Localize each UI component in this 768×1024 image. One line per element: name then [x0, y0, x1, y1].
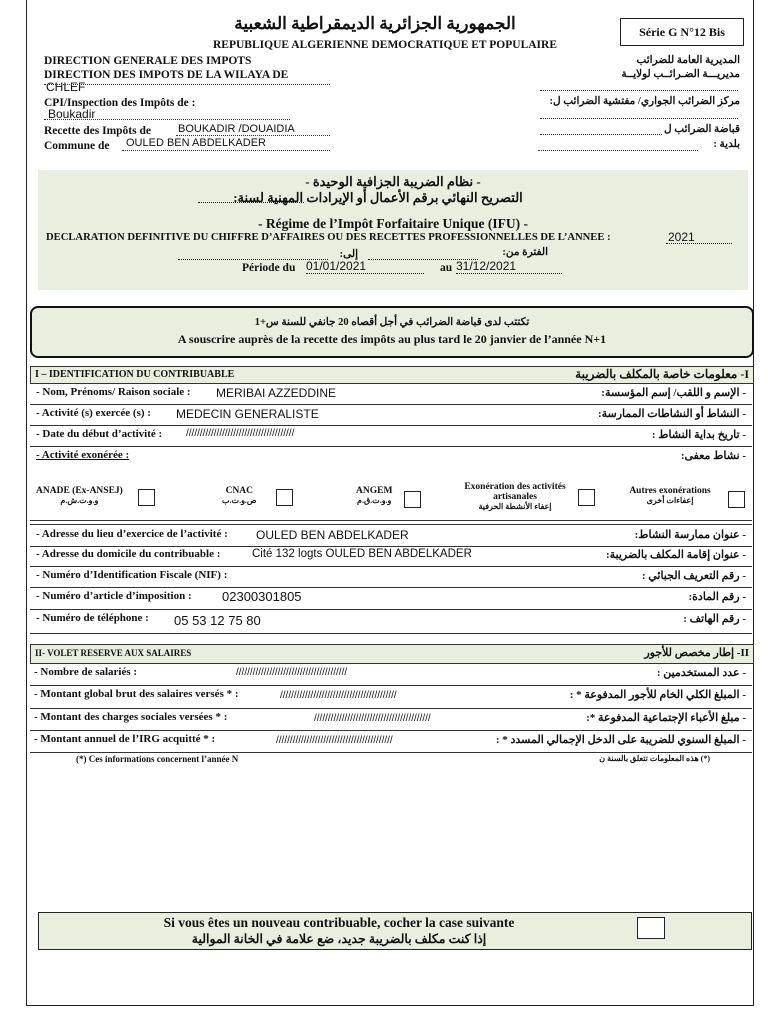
ar-republic-title: الجمهورية الجزائرية الديمقراطية الشعبية — [234, 14, 516, 33]
row-irg — [30, 730, 752, 753]
adresse-activite-label: - Adresse du lieu d’exercice de l’activité : — [36, 528, 228, 540]
fr-republic-title: REPUBLIQUE ALGERIENNE DEMOCRATIQUE ET POPULAIRE — [213, 39, 557, 51]
exo-cnac — [222, 486, 257, 505]
section2-title-fr: II- VOLET RESERVE AUX SALAIRES — [35, 648, 192, 658]
adresse-activite-ar-label: - عنوان ممارسة النشاط: — [634, 529, 746, 541]
row-exoneree — [30, 446, 752, 521]
exo-artisanales-label: Exonération des activités artisanales — [464, 482, 566, 502]
activite-value[interactable]: MEDECIN GENERALISTE — [176, 407, 319, 421]
dgi-ar-line: المديرية العامة للضرائب — [636, 55, 740, 66]
section1-title-fr: I – IDENTIFICATION DU CONTRIBUABLE — [35, 369, 235, 380]
activite-label: - Activité (s) exercée (s) : — [36, 407, 151, 419]
section2-note-ar: (*) هذه المعلومات تتعلق بالسنة ن — [599, 754, 710, 763]
article-ar-label: - رقم المادة: — [688, 591, 746, 603]
notice-fr: A souscrire auprès de la recette des impôts au plus tard le 20 janvier de l’année N+1 — [177, 332, 607, 346]
section1-header — [30, 366, 754, 384]
nif-label: - Numéro d’Identification Fiscale (NIF) : — [36, 569, 228, 581]
irg-label: - Montant annuel de l’IRG acquitté * : — [34, 733, 216, 745]
telephone-ar-label: - رقم الهاتف : — [683, 613, 746, 625]
salaries-label: - Nombre de salariés : — [34, 666, 138, 678]
telephone-label: - Numéro de téléphone : — [36, 612, 149, 624]
activite-ar-label: - النشاط أو النشاطات الممارسة: — [597, 408, 746, 420]
nom-label: - Nom, Prénoms/ Raison sociale : — [36, 386, 191, 398]
new-contributor-ar: إذا كنت مكلف بالضريبة جديد، ضع علامة في الخانة الموالية — [191, 932, 487, 946]
salaires-bruts-ar-label: - المبلغ الكلي الخام للأجور المدفوعة * : — [569, 689, 746, 701]
serie-badge: Série G N°12 Bis — [620, 18, 744, 46]
row-adresse-domicile — [30, 545, 752, 567]
row-date-debut — [30, 425, 752, 447]
row-salaries — [30, 663, 752, 686]
dgi-line: DIRECTION GENERALE DES IMPOTS — [44, 55, 252, 67]
period-to-value[interactable]: 31/12/2021 — [456, 259, 517, 273]
header-right-block — [520, 54, 740, 82]
exo-anade-checkbox[interactable] — [138, 489, 155, 506]
wilaya-value[interactable]: CHLEF — [46, 80, 86, 94]
commune-ar-dotted — [538, 150, 698, 151]
irg-ar-label: - المبلغ السنوي للضريبة على الدخل الإجمالي المسدد * : — [495, 734, 746, 746]
exo-angem-label: ANGEM — [356, 486, 393, 496]
telephone-value[interactable]: 05 53 12 75 80 — [174, 613, 261, 628]
cpi-dotted-line — [44, 119, 290, 120]
exo-artisanales-checkbox[interactable] — [578, 489, 595, 506]
recette-value[interactable]: BOUKADIR /DOUAIDIA — [178, 123, 295, 135]
new-contributor-checkbox[interactable] — [637, 917, 665, 939]
row-salaires-bruts — [30, 685, 752, 709]
row-adresse-activite — [30, 524, 752, 547]
exo-artisanales-ar: إعفاء الأنشطة الحرفية — [478, 502, 552, 511]
period-to-dotted — [456, 273, 562, 274]
salaries-value[interactable]: //////////////////////////////////////// — [236, 667, 348, 678]
exo-artisanales — [450, 482, 580, 511]
regime-fr-title: - Régime de l’Impôt Forfaitaire Unique (IFU) - — [257, 216, 529, 231]
exo-cnac-checkbox[interactable] — [276, 489, 293, 506]
exo-anade — [36, 486, 123, 505]
cpi-value[interactable]: Boukadir — [48, 107, 96, 121]
charges-sociales-value[interactable]: ////////////////////////////////////////// — [314, 713, 431, 724]
section1-title-ar: I- معلومات خاصة بالمكلف بالضريبة — [575, 367, 749, 381]
charges-sociales-ar-label: - مبلغ الأعباء الإجتماعية المدفوعة *: — [586, 712, 746, 724]
exo-angem-ar: و.و.ت.ق.م — [357, 496, 392, 505]
recette-ar-label: قباضة الضرائب ل — [664, 124, 740, 135]
exo-anade-ar: و.و.ت.ش.م — [60, 496, 99, 505]
nom-value[interactable]: MERIBAI AZZEDDINE — [216, 386, 337, 400]
section2-header — [30, 644, 754, 664]
new-contributor-panel — [38, 912, 752, 950]
cpi-ar-dotted — [540, 118, 738, 119]
recette-dotted-line — [176, 135, 330, 136]
row-charges-sociales — [30, 708, 752, 731]
date-debut-ar-label: - تاريخ بداية النشاط : — [651, 429, 746, 441]
recette-label: Recette des Impôts de — [44, 125, 151, 137]
salaries-ar-label: - عدد المستخدمين : — [656, 667, 746, 679]
regime-year-dotted — [666, 243, 732, 244]
exo-anade-label: ANADE (Ex-ANSEJ) — [36, 486, 123, 496]
adresse-activite-value[interactable]: OULED BEN ABDELKADER — [256, 528, 409, 542]
exo-cnac-label: CNAC — [225, 486, 254, 496]
irg-value[interactable]: ////////////////////////////////////////// — [276, 735, 393, 746]
nif-ar-label: - رقم التعريف الجبائي : — [641, 570, 746, 582]
cpi-label: CPI/Inspection des Impôts de : — [44, 97, 196, 109]
charges-sociales-label: - Montant des charges sociales versées * : — [34, 711, 228, 723]
adresse-domicile-ar-label: - عنوان إقامة المكلف بالضريبة: — [605, 549, 746, 561]
row-telephone — [30, 609, 752, 634]
wilaya-ar-dotted — [540, 90, 738, 91]
new-contributor-fr: Si vous êtes un nouveau contribuable, cocher la case suivante — [163, 915, 515, 930]
adresse-domicile-label: - Adresse du domicile du contribuable : — [36, 548, 221, 560]
deadline-notice — [30, 306, 754, 358]
adresse-domicile-value[interactable]: Cité 132 logts OULED BEN ABDELKADER — [252, 548, 472, 560]
section2-title-ar: II- إطار مخصص للأجور — [644, 647, 749, 659]
regime-ar-subtitle: التصريح النهائي برقم الأعمال أو الإيرادات المهنية لسنة: — [233, 190, 523, 205]
row-activite — [30, 404, 752, 426]
row-nif — [30, 566, 752, 588]
period-from-value[interactable]: 01/01/2021 — [306, 259, 367, 273]
wilaya-dotted-line — [44, 84, 330, 85]
date-debut-label: - Date du début d’activité : — [36, 428, 163, 440]
salaires-bruts-label: - Montant global brut des salaires versés * : — [34, 688, 239, 700]
period-au-label: au — [440, 262, 453, 274]
recette-ar-dotted — [540, 134, 662, 135]
regime-fr-declaration: DECLARATION DEFINITIVE DU CHIFFRE D’AFFAIRES OU DES RECETTES PROFESSIONNELLES DE L’ANNEE : — [46, 232, 611, 243]
row-article — [30, 587, 752, 610]
commune-ar-label: بلدية : — [713, 139, 740, 150]
exo-angem-checkbox[interactable] — [404, 491, 421, 508]
nom-ar-label: - الإسم و اللقب/ إسم المؤسسة: — [601, 387, 746, 399]
period-label: Période du — [242, 262, 296, 274]
exo-cnac-ar: ص.و.ت.ب — [222, 496, 257, 505]
exoneree-ar-label: - نشاط معفى: — [680, 450, 746, 462]
notice-ar: تكتتب لدى قباضة الضرائب في أجل أقصاه 20 جانفي للسنة س+1 — [254, 317, 530, 328]
period-from-dotted — [306, 273, 424, 274]
cpi-ar-label: مركز الضرائب الجواري/ مفتشية الضرائب ل: — [549, 96, 740, 107]
exo-autres — [620, 486, 720, 505]
regime-year-value[interactable]: 2021 — [668, 230, 695, 244]
commune-value[interactable]: OULED BEN ABDELKADER — [126, 137, 266, 149]
row-nom — [30, 383, 752, 405]
regime-ar-title: - نظام الضريبة الجزافية الوحيدة - — [305, 174, 481, 189]
date-debut-value[interactable]: /////////////////////////////////////// — [186, 428, 295, 439]
exoneree-label: - Activité exonérée : — [36, 449, 130, 461]
exo-autres-checkbox[interactable] — [728, 491, 745, 508]
period-to-ar-label: إلى: — [339, 249, 358, 260]
wilaya-ar-line: مديريـــة الضـرائــب لولايــة — [621, 69, 740, 80]
exo-autres-ar: إعفاءات أخرى — [646, 496, 694, 505]
regime-ar-year-dotted — [198, 202, 304, 203]
section2-note-fr: (*) Ces informations concernent l’année N — [76, 754, 239, 764]
period-from-ar-label: الفترة من: — [502, 247, 548, 258]
header-left-block — [44, 54, 288, 82]
regime-panel — [38, 170, 748, 290]
salaires-bruts-value[interactable]: ////////////////////////////////////////// — [280, 690, 397, 701]
exo-autres-label: Autres exonérations — [629, 486, 711, 496]
wilaya-line: DIRECTION DES IMPOTS DE LA WILAYA DE — [44, 69, 289, 81]
article-value[interactable]: 02300301805 — [222, 589, 302, 604]
article-label: - Numéro d’article d’imposition : — [36, 590, 192, 602]
commune-dotted-line — [122, 150, 330, 151]
exo-angem — [356, 486, 392, 505]
commune-label: Commune de — [44, 140, 110, 152]
